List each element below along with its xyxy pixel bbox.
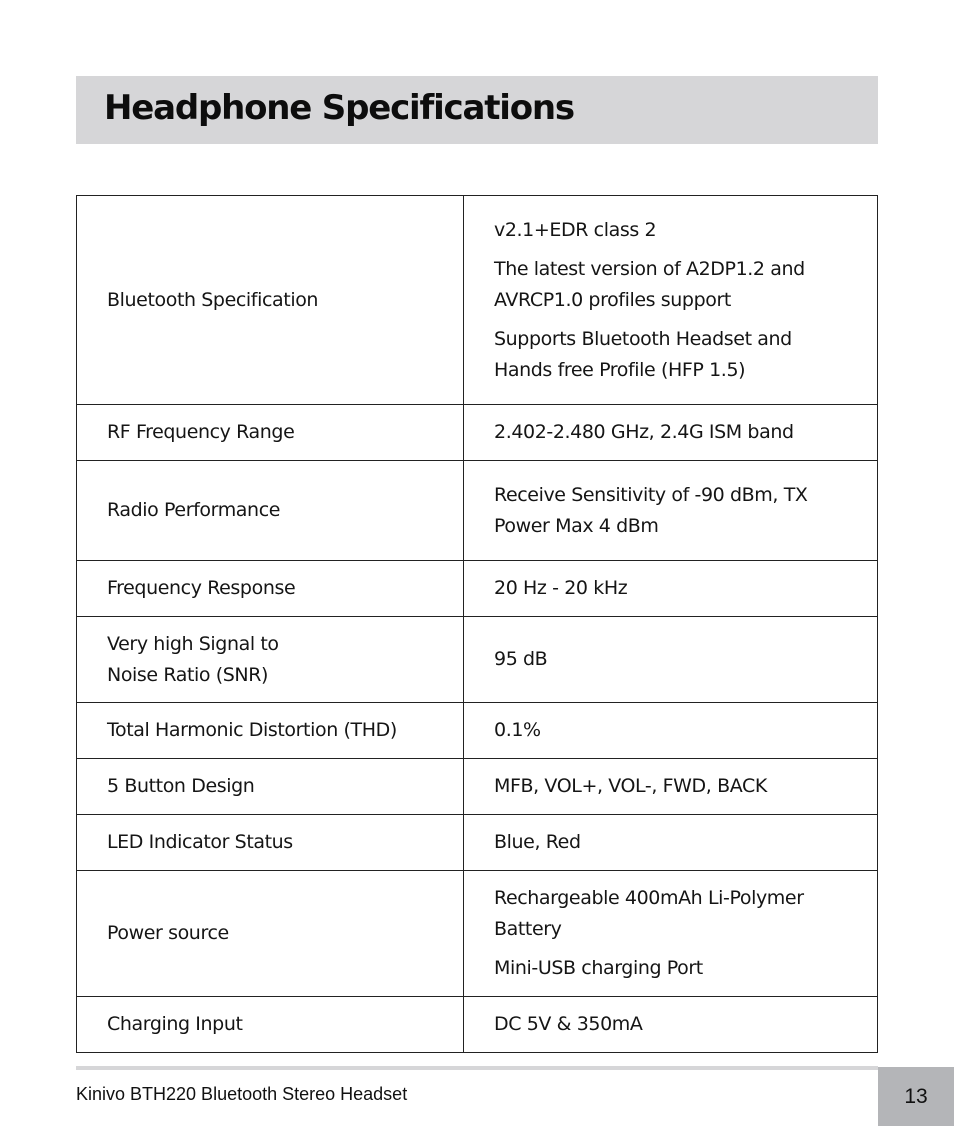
spec-value-line: Blue, Red <box>494 831 581 853</box>
spec-value-line: MFB, VOL+, VOL-, FWD, BACK <box>494 775 767 797</box>
spec-label-line: Very high Signal to <box>107 632 279 655</box>
spec-value-line: Supports Bluetooth Headset and <box>494 327 792 350</box>
footer-product-name: Kinivo BTH220 Bluetooth Stereo Headset <box>76 1084 408 1104</box>
table-row <box>77 703 878 759</box>
spec-value-line: The latest version of A2DP1.2 and <box>494 257 805 280</box>
spec-value-line: AVRCP1.0 profiles support <box>494 288 731 311</box>
table-row <box>77 196 878 405</box>
spec-label <box>77 703 464 759</box>
table-row <box>77 997 878 1053</box>
spec-label-line: Bluetooth Specification <box>107 288 319 311</box>
spec-value-line: Power Max 4 dBm <box>494 514 659 537</box>
spec-label <box>77 617 464 703</box>
page-title: Headphone Specifications <box>104 88 574 128</box>
spec-value <box>464 759 878 815</box>
spec-label-line: Frequency Response <box>107 577 296 599</box>
table-row <box>77 405 878 461</box>
spec-value-line: Rechargeable 400mAh Li-Polymer <box>494 887 804 909</box>
table-row <box>77 759 878 815</box>
spec-value <box>464 617 878 703</box>
spec-value <box>464 997 878 1053</box>
table-row <box>77 815 878 871</box>
page-number: 13 <box>878 1067 954 1126</box>
spec-value <box>464 561 878 617</box>
spec-value <box>464 405 878 461</box>
spec-value-line: v2.1+EDR class 2 <box>494 218 657 241</box>
spec-value-line: 2.402-2.480 GHz, 2.4G ISM band <box>494 421 794 443</box>
spec-value-line: Receive Sensitivity of -90 dBm, TX <box>494 483 808 506</box>
spec-label <box>77 997 464 1053</box>
table-row <box>77 461 878 561</box>
spec-value-line: DC 5V & 350mA <box>494 1013 643 1035</box>
spec-label-line: Total Harmonic Distortion (THD) <box>107 719 397 741</box>
spec-value-line: 20 Hz - 20 kHz <box>494 577 628 599</box>
spec-value-line: Hands free Profile (HFP 1.5) <box>494 358 746 381</box>
spec-value <box>464 461 878 561</box>
spec-label <box>77 815 464 871</box>
spec-label <box>77 405 464 461</box>
title-bar <box>76 76 878 144</box>
spec-value-line: 95 dB <box>494 648 548 670</box>
spec-label-line: Radio Performance <box>107 499 281 521</box>
spec-label <box>77 759 464 815</box>
table-row <box>77 617 878 703</box>
spec-value-line: Battery <box>494 918 562 940</box>
spec-value <box>464 871 878 997</box>
spec-label <box>77 561 464 617</box>
spec-value <box>464 196 878 405</box>
spec-label-line: 5 Button Design <box>107 775 255 797</box>
spec-label-line: LED Indicator Status <box>107 831 293 853</box>
spec-label-line: Charging Input <box>107 1013 243 1035</box>
spec-value <box>464 815 878 871</box>
specifications-table <box>76 195 878 1053</box>
footer-divider <box>76 1066 878 1070</box>
spec-label <box>77 871 464 997</box>
spec-label-line: Noise Ratio (SNR) <box>107 663 269 686</box>
spec-value-line: Mini-USB charging Port <box>494 957 703 979</box>
spec-value <box>464 703 878 759</box>
table-row <box>77 561 878 617</box>
spec-label <box>77 461 464 561</box>
spec-label <box>77 196 464 405</box>
spec-value-line: 0.1% <box>494 719 541 741</box>
spec-label-line: Power source <box>107 922 229 944</box>
spec-label-line: RF Frequency Range <box>107 421 295 443</box>
table-row <box>77 871 878 997</box>
